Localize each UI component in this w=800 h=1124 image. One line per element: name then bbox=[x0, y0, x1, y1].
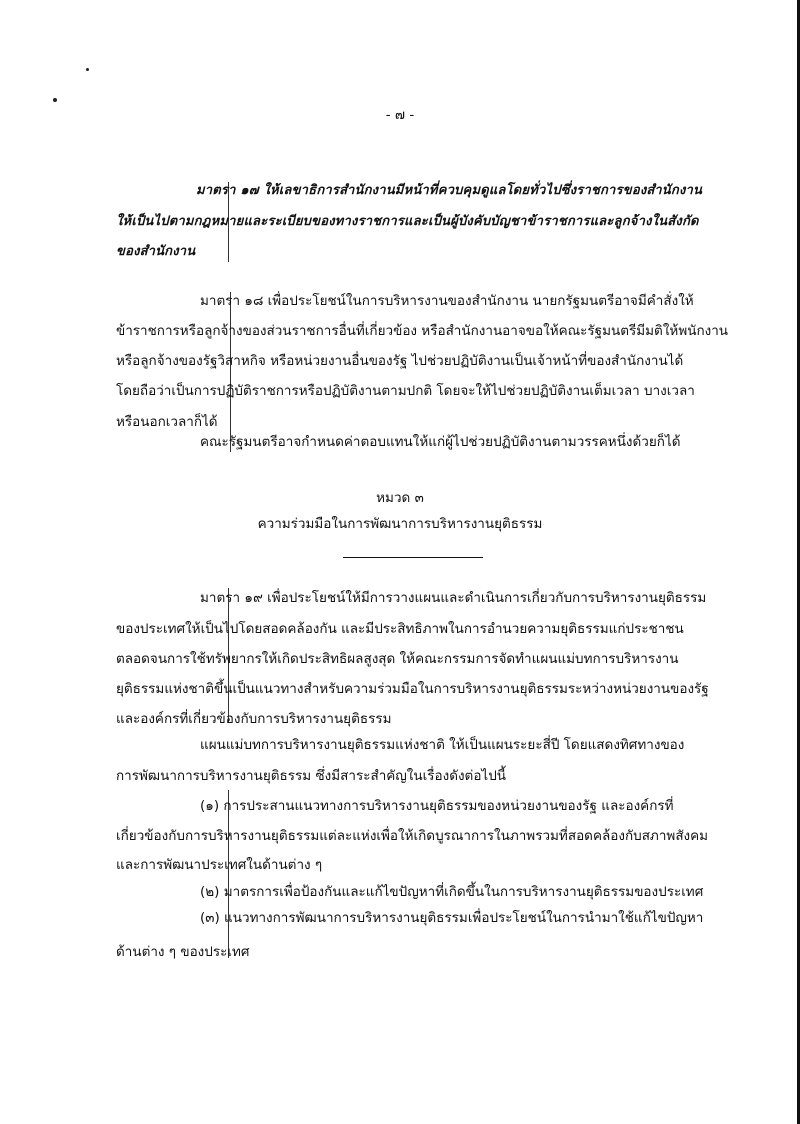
section-19-line-7: การพัฒนาการบริหารงานยุติธรรม ซึ่งมีสาระสำคัญในเรื่องดังต่อไปนี้ bbox=[116, 768, 507, 784]
section-19-line-13: ด้านต่าง ๆ ของประเทศ bbox=[116, 944, 250, 960]
chapter-subtitle: ความร่วมมือในการพัฒนาการบริหารงานยุติธรรม bbox=[257, 516, 543, 532]
section-19-line-4: ยุติธรรมแห่งชาติขึ้นเป็นแนวทางสำหรับความร่วมมือในการบริหารงานยุติธรรมระหว่างหน่วยงานของรัฐ bbox=[116, 681, 709, 697]
section-19-line-6: แผนแม่บทการบริหารงานยุติธรรมแห่งชาติ ให้เป็นแผนระยะสี่ปี โดยแสดงทิศทางของ bbox=[200, 737, 685, 753]
section-18-line-4: โดยถือว่าเป็นการปฏิบัติราชการหรือปฏิบัติงานตามปกติ โดยจะให้ไปช่วยปฏิบัติงานเต็มเวลา บางเวลา bbox=[116, 383, 695, 399]
section-19-line-3: ตลอดจนการใช้ทรัพยากรให้เกิดประสิทธิผลสูงสุด ให้คณะกรรมการจัดทำแผนแม่บทการบริหารงาน bbox=[116, 651, 679, 667]
section-18-line-2: ข้าราชการหรือลูกจ้างของส่วนราชการอื่นที่เกี่ยวข้อง หรือสำนักงานอาจขอให้คณะรัฐมนตรีมีมติให้พนักงาน bbox=[116, 323, 729, 339]
chapter-title: หมวด ๓ bbox=[376, 490, 424, 506]
section-19-line-11: (๒) มาตรการเพื่อป้องกันและแก้ไขปัญหาที่เกิดขึ้นในการบริหารงานยุติธรรมของประเทศ bbox=[200, 884, 704, 900]
section-18-line-6: คณะรัฐมนตรีอาจกำหนดค่าตอบแทนให้แก่ผู้ไปช่วยปฏิบัติงานตามวรรคหนึ่งด้วยก็ได้ bbox=[200, 434, 681, 450]
section-17-line-3: ของสำนักงาน bbox=[116, 244, 196, 259]
section-19-line-2: ของประเทศให้เป็นไปโดยสอดคล้องกัน และมีประสิทธิภาพในการอำนวยความยุติธรรมแก่ประชาชน bbox=[116, 621, 684, 637]
chapter-divider bbox=[343, 557, 483, 558]
section-19-line-5: และองค์กรที่เกี่ยวข้องกับการบริหารงานยุติธรรม bbox=[116, 711, 392, 727]
section-17-line-1: มาตรา ๑๗ ให้เลขาธิการสำนักงานมีหน้าที่ควบคุมดูแลโดยทั่วไปซึ่งราชการของสำนักงาน bbox=[196, 183, 703, 198]
section-19-line-9: เกี่ยวข้องกับการบริหารงานยุติธรรมแต่ละแห่งเพื่อให้เกิดบูรณาการในภาพรวมที่สอดคล้องกับสภาพสังคม bbox=[116, 828, 709, 844]
section-18-line-1: มาตรา ๑๘ เพื่อประโยชน์ในการบริหารงานของสำนักงาน นายกรัฐมนตรีอาจมีคำสั่งให้ bbox=[200, 293, 694, 309]
scan-line bbox=[228, 790, 229, 958]
scan-speck bbox=[86, 68, 89, 71]
section-19-line-1: มาตรา ๑๙ เพื่อประโยชน์ให้มีการวางแผนและดำเนินการเกี่ยวกับการบริหารงานยุติธรรม bbox=[200, 590, 707, 606]
page-number: - ๗ - bbox=[385, 107, 415, 123]
section-19-line-8: (๑) การประสานแนวทางการบริหารงานยุติธรรมของหน่วยงานของรัฐ และองค์กรที่ bbox=[200, 798, 674, 814]
section-19-line-10: และการพัฒนาประเทศในด้านต่าง ๆ bbox=[116, 857, 323, 873]
section-18-line-3: หรือลูกจ้างของรัฐวิสาหกิจ หรือหน่วยงานอื่นของรัฐ ไปช่วยปฏิบัติงานเป็นเจ้าหน้าที่ของสำนักงานได้ bbox=[116, 353, 684, 369]
scan-speck bbox=[53, 98, 57, 102]
section-17-line-2: ให้เป็นไปตามกฎหมายและระเบียบของทางราชการและเป็นผู้บังคับบัญชาข้าราชการและลูกจ้างในสังกัด bbox=[116, 214, 699, 229]
scan-line bbox=[230, 292, 231, 452]
section-19-line-12: (๓) แนวทางการพัฒนาการบริหารงานยุติธรรมเพื่อประโยชน์ในการนำมาใช้แก้ไขปัญหา bbox=[200, 910, 704, 926]
section-18-line-5: หรือนอกเวลาก็ได้ bbox=[116, 414, 218, 430]
